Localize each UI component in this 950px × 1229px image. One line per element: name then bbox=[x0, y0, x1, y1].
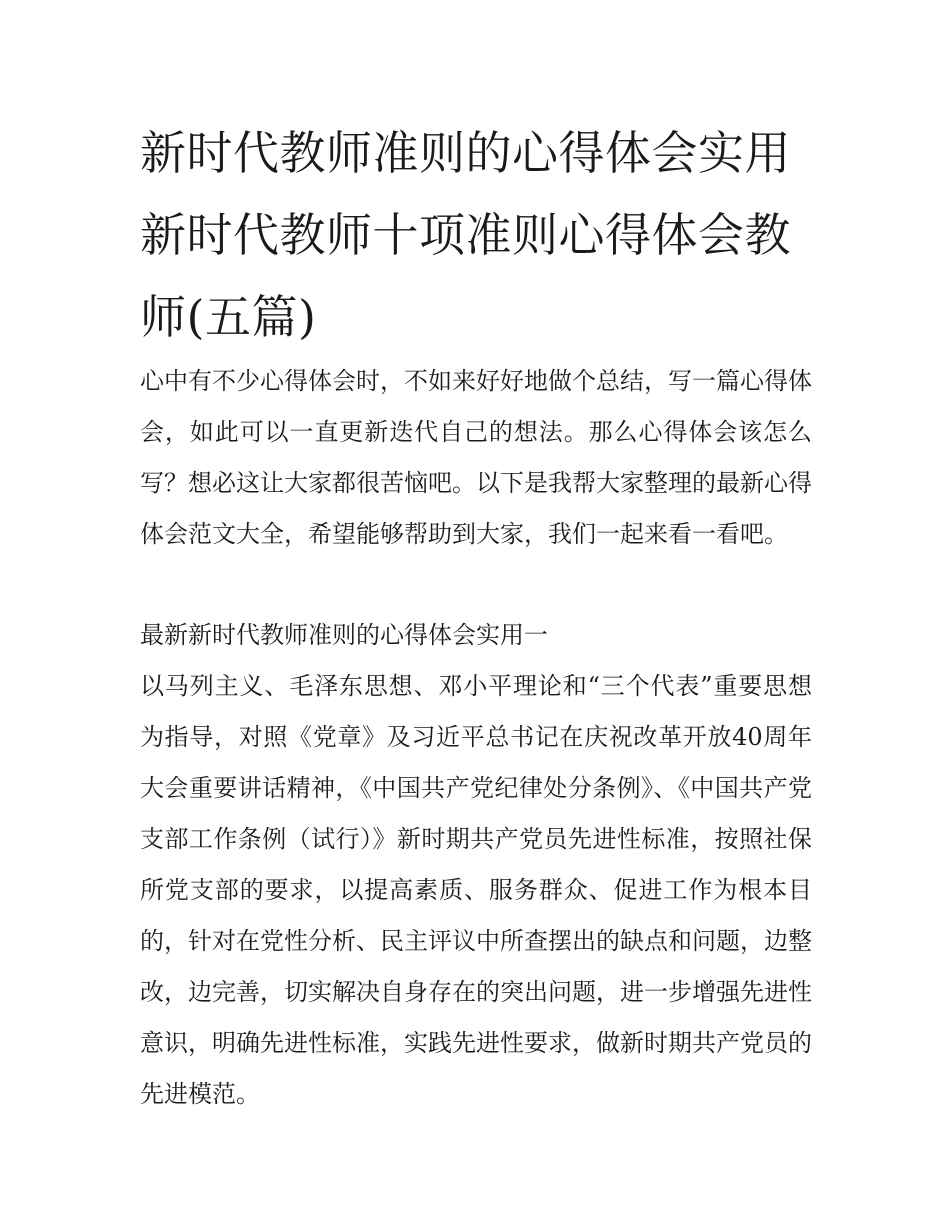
document-title: 新时代教师准则的心得体会实用 新时代教师十项准则心得体会教师(五篇) bbox=[140, 126, 791, 344]
intro-paragraph: 心中有不少心得体会时，不如来好好地做个总结，写一篇心得体会，如此可以一直更新迭代自己的想法。那么心得体会该怎么写？想必这让大家都很苦恼吧。以下是我帮大家整理的最新心得体会范文大全，希望能够帮助到大家，我们一起来看一看吧。 bbox=[140, 367, 812, 548]
body-paragraph: 以马列主义、毛泽东思想、邓小平理论和“三个代表”重要思想为指导，对照《党章》及习近平总书记在庆祝改革开放40周年大会重要讲话精神，《中国共产党纪律处分条例》、《中国共产党支部工作条例（试行）》新时期共产党员先进性标准，按照社保所党支部的要求，以提高素质、服务群众、促进工作为根本目的，针对在党性分析、民主评议中所查摆出的缺点和问题，边整改，边完善，切实解决自身存在的突出问题，进一步增强先进性意识，明确先进性标准，实践先进性要求，做新时期共产党员的先进模范。 bbox=[140, 672, 812, 1108]
section-heading: 最新新时代教师准则的心得体会实用一 bbox=[140, 621, 548, 649]
